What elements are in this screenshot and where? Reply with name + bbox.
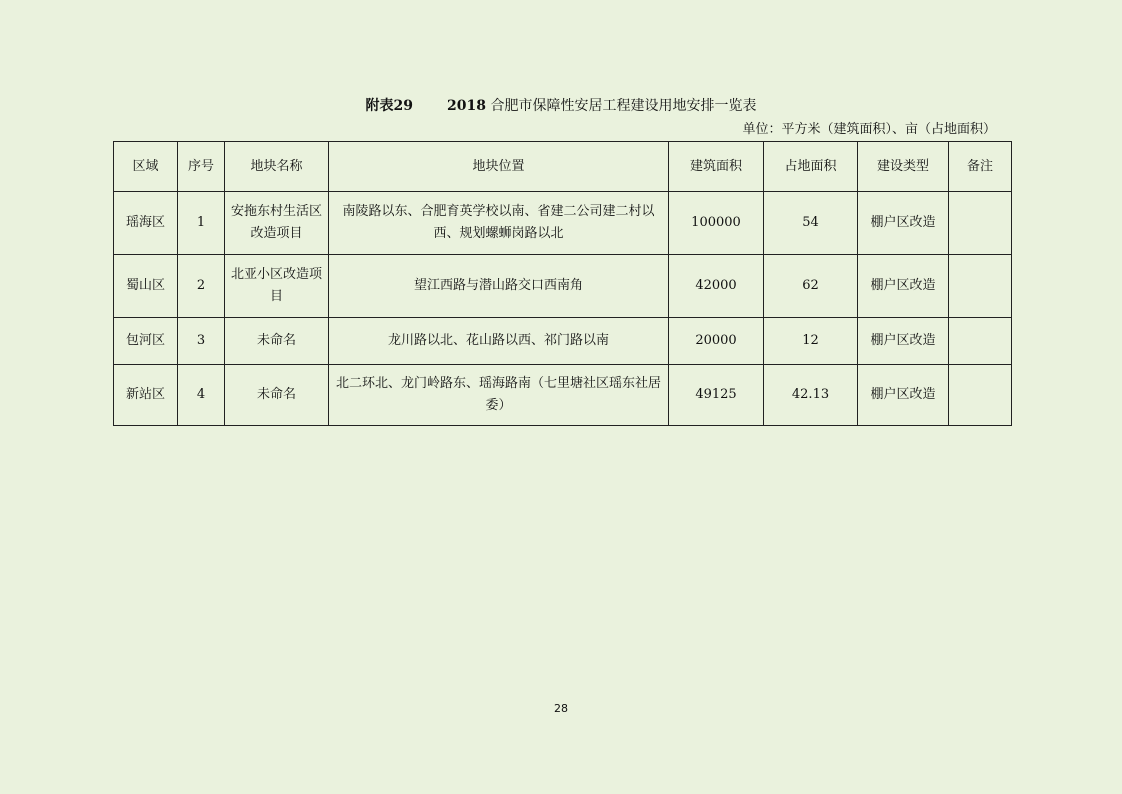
table-cell: [949, 365, 1012, 426]
table-cell: 瑶海区: [114, 192, 178, 255]
table-cell: 南陵路以东、合肥育英学校以南、省建二公司建二村以西、规划螺蛳岗路以北: [329, 192, 669, 255]
header-cell: 地块位置: [329, 142, 669, 192]
land-allocation-table: [113, 141, 1012, 426]
table-cell: 棚户区改造: [858, 255, 949, 318]
header-cell: 占地面积: [764, 142, 858, 192]
header-cell: 区域: [114, 142, 178, 192]
table-cell: [949, 192, 1012, 255]
table-cell: 龙川路以北、花山路以西、祁门路以南: [329, 318, 669, 365]
table-cell: 北亚小区改造项目: [225, 255, 329, 318]
header-cell: 备注: [949, 142, 1012, 192]
title-year: 2018: [447, 98, 486, 114]
appendix-label: 附表29: [365, 98, 414, 114]
page-title: [0, 96, 1122, 116]
table-cell: 棚户区改造: [858, 192, 949, 255]
table-row: [114, 192, 1012, 255]
table-cell: 4: [178, 365, 225, 426]
table-cell: 新站区: [114, 365, 178, 426]
header-cell: 建筑面积: [669, 142, 764, 192]
table-cell: 49125: [669, 365, 764, 426]
unit-note: 单位：平方米（建筑面积）、亩（占地面积）: [742, 122, 996, 137]
table-cell: 12: [764, 318, 858, 365]
page-number: 28: [554, 702, 568, 715]
title-text: 合肥市保障性安居工程建设用地安排一览表: [490, 98, 757, 114]
table-cell: 棚户区改造: [858, 318, 949, 365]
table-row: [114, 255, 1012, 318]
table-cell: 42000: [669, 255, 764, 318]
table-row: [114, 365, 1012, 426]
table-cell: 蜀山区: [114, 255, 178, 318]
table-cell: [949, 318, 1012, 365]
table-cell: 1: [178, 192, 225, 255]
header-cell: 建设类型: [858, 142, 949, 192]
table-cell: 包河区: [114, 318, 178, 365]
table-cell: 100000: [669, 192, 764, 255]
table-cell: 20000: [669, 318, 764, 365]
table-cell: 棚户区改造: [858, 365, 949, 426]
table-cell: 安拖东村生活区改造项目: [225, 192, 329, 255]
table-cell: 未命名: [225, 365, 329, 426]
table-row: [114, 318, 1012, 365]
table-cell: 望江西路与潜山路交口西南角: [329, 255, 669, 318]
table-cell: [949, 255, 1012, 318]
table-cell: 54: [764, 192, 858, 255]
table-cell: 3: [178, 318, 225, 365]
table-header-row: [114, 142, 1012, 192]
table-cell: 42.13: [764, 365, 858, 426]
header-cell: 序号: [178, 142, 225, 192]
header-cell: 地块名称: [225, 142, 329, 192]
table-cell: 62: [764, 255, 858, 318]
table-cell: 未命名: [225, 318, 329, 365]
table-cell: 2: [178, 255, 225, 318]
table-cell: 北二环北、龙门岭路东、瑶海路南（七里塘社区瑶东社居委）: [329, 365, 669, 426]
